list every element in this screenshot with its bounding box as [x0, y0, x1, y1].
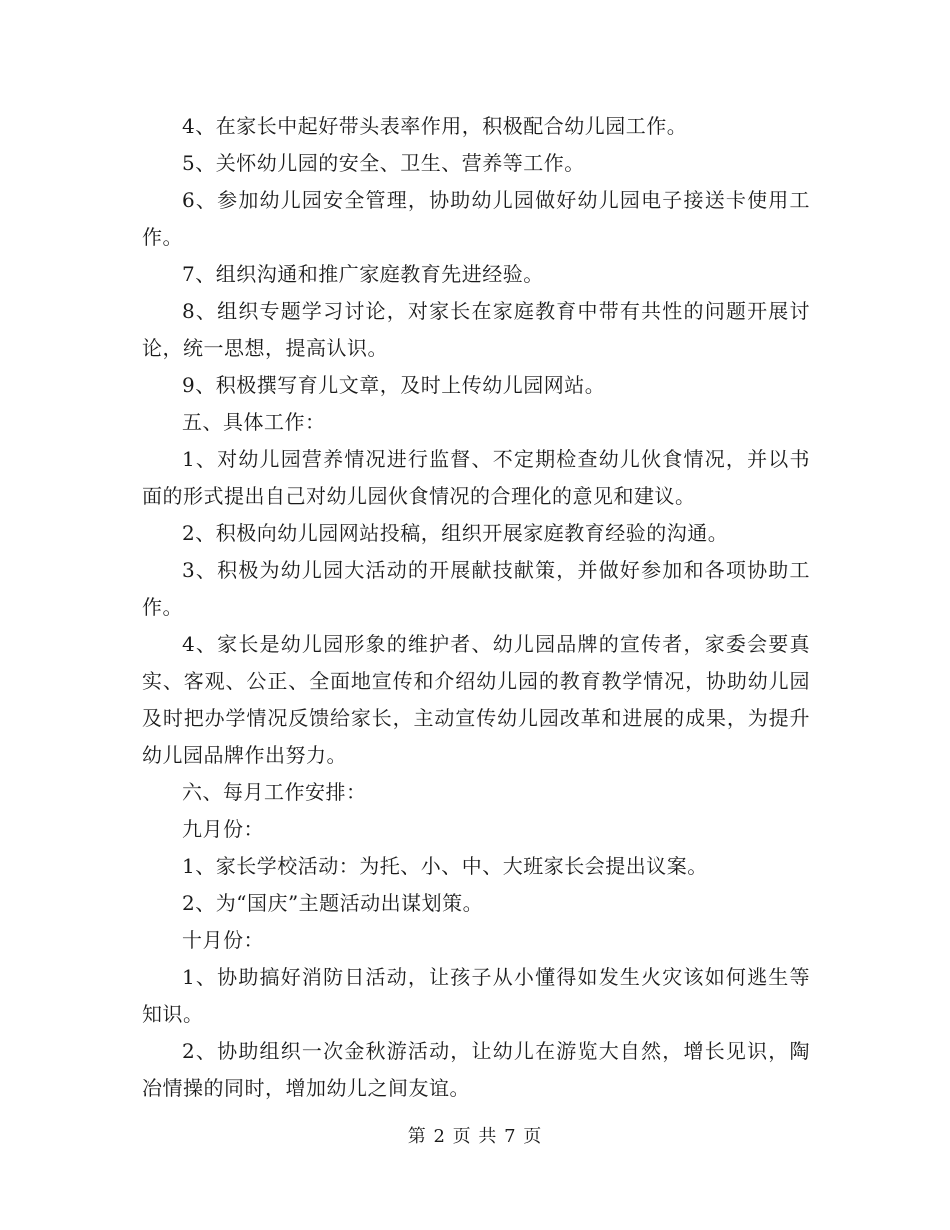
- paragraph: 8、组织专题学习讨论，对家长在家庭教育中带有共性的问题开展讨论，统一思想，提高认识。: [142, 299, 810, 360]
- paragraph: 7、组织沟通和推广家庭教育先进经验。: [182, 262, 544, 286]
- paragraph: 1、协助搞好消防日活动，让孩子从小懂得如发生火灾该如何逃生等知识。: [142, 965, 810, 1026]
- paragraph: 3、积极为幼儿园大活动的开展献技献策，并做好参加和各项协助工作。: [142, 558, 810, 619]
- paragraph: 1、对幼儿园营养情况进行监督、不定期检查幼儿伙食情况，并以书面的形式提出自己对幼儿园伙食情况的合理化的意见和建议。: [142, 447, 810, 508]
- paragraph: 4、家长是幼儿园形象的维护者、幼儿园品牌的宣传者，家委会要真实、客观、公正、全面地宣传和介绍幼儿园的教育教学情况，协助幼儿园及时把办学情况反馈给家长，主动宣传幼儿园改革和进展的成果，为提升幼儿园品牌作出努力。: [142, 632, 810, 767]
- paragraph: 4、在家长中起好带头表率作用，积极配合幼儿园工作。: [182, 114, 688, 138]
- page-number-footer: 第 2 页 共 7 页: [407, 1126, 543, 1147]
- section-heading: 六、每月工作安排：: [182, 780, 367, 804]
- month-heading: 九月份：: [182, 817, 264, 841]
- month-heading: 十月份：: [182, 928, 264, 952]
- paragraph: 2、为“国庆”主题活动出谋划策。: [182, 891, 484, 915]
- paragraph: 2、积极向幼儿园网站投稿，组织开展家庭教育经验的沟通。: [182, 521, 729, 545]
- paragraph: 2、协助组织一次金秋游活动，让幼儿在游览大自然，增长见识，陶冶情操的同时，增加幼儿之间友谊。: [142, 1039, 810, 1100]
- paragraph: 6、参加幼儿园安全管理，协助幼儿园做好幼儿园电子接送卡使用工作。: [142, 188, 810, 249]
- document-body: [142, 108, 810, 1107]
- paragraph: 9、积极撰写育儿文章，及时上传幼儿园网站。: [182, 373, 606, 397]
- paragraph: 1、家长学校活动：为托、小、中、大班家长会提出议案。: [182, 854, 708, 878]
- paragraph: 5、关怀幼儿园的安全、卫生、营养等工作。: [182, 151, 585, 175]
- section-heading: 五、具体工作：: [182, 410, 326, 434]
